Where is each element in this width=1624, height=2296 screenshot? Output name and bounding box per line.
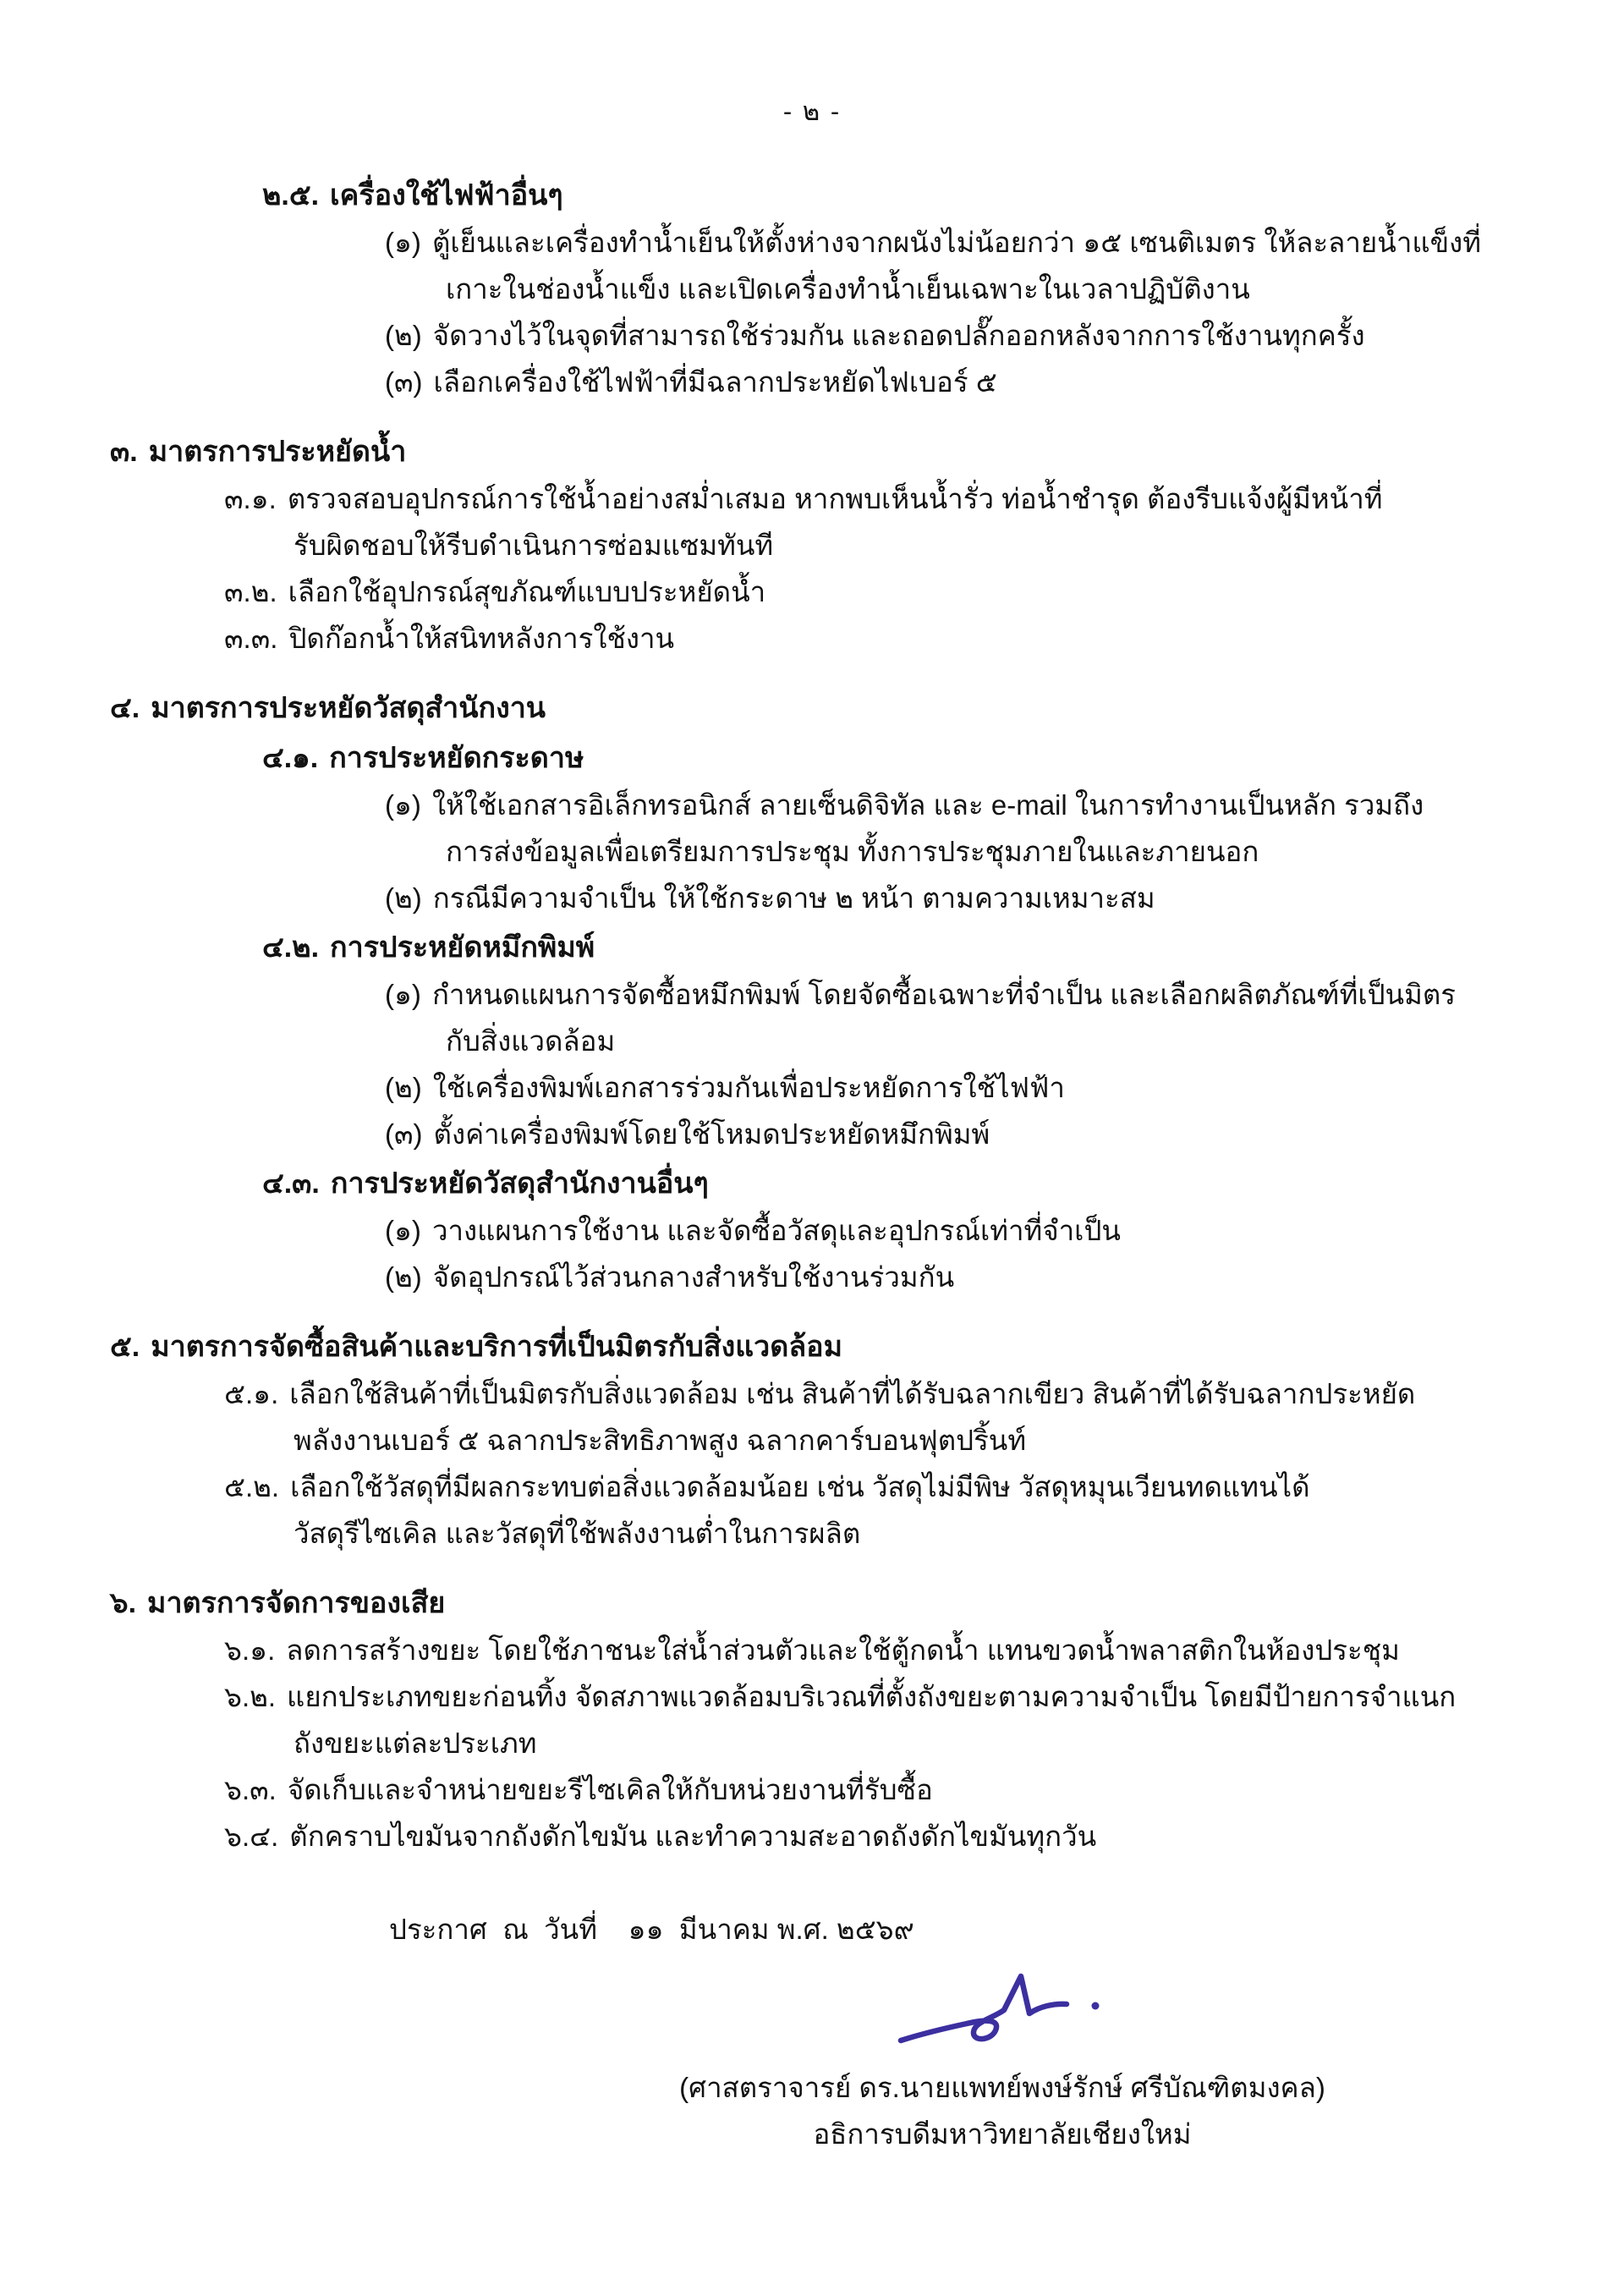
item-text: ตั้งค่าเครื่องพิมพ์โดยใช้โหมดประหยัดหมึกพิมพ์ bbox=[433, 1118, 990, 1150]
list-item bbox=[385, 875, 1624, 921]
item-label: (๑) bbox=[385, 979, 421, 1010]
list-item bbox=[385, 782, 1624, 875]
item-label: (๓) bbox=[385, 1118, 423, 1150]
subsection-heading bbox=[262, 173, 1624, 219]
item-line bbox=[385, 1254, 1624, 1300]
subsection-heading bbox=[262, 1161, 1624, 1207]
item-label: (๒) bbox=[385, 882, 422, 914]
list-item bbox=[224, 1627, 1624, 1673]
section-4 bbox=[0, 685, 1624, 1300]
item-label: ๕.๑. bbox=[224, 1378, 279, 1409]
announcement-date-line: ประกาศ ณ วันที่ ๑๑ มีนาคม พ.ศ. ๒๕๖๙ bbox=[389, 1914, 914, 1945]
item-line bbox=[385, 1064, 1624, 1111]
signature-ink-icon bbox=[892, 1966, 1112, 2059]
item-line bbox=[224, 475, 1624, 522]
subsection-heading bbox=[262, 925, 1624, 971]
item-line bbox=[224, 615, 1624, 662]
list-item bbox=[385, 971, 1624, 1064]
item-line bbox=[224, 1766, 1624, 1813]
item-line: ถังขยะแต่ละประเภท bbox=[294, 1727, 537, 1759]
section-number: ๓. bbox=[110, 436, 138, 468]
subsection-number: ๔.๒. bbox=[262, 931, 320, 964]
item-label: (๓) bbox=[385, 366, 423, 398]
page-number: - ๒ - bbox=[782, 96, 842, 126]
subsection-number: ๔.๓. bbox=[262, 1167, 320, 1200]
item-text: เลือกใช้สินค้าที่เป็นมิตรกับสิ่งแวดล้อม เช่น สินค้าที่ได้รับฉลากเขียว สินค้าที่ได้รับฉลากประหยัด bbox=[289, 1378, 1416, 1409]
list-item bbox=[385, 1111, 1624, 1157]
signature-block bbox=[617, 1961, 1387, 2157]
section-heading bbox=[110, 1324, 1624, 1370]
item-text: ใช้เครื่องพิมพ์เอกสารร่วมกันเพื่อประหยัดการใช้ไฟฟ้า bbox=[432, 1072, 1065, 1103]
subsection-number: ๒.๕. bbox=[262, 179, 320, 211]
item-text: เลือกเครื่องใช้ไฟฟ้าที่มีฉลากประหยัดไฟเบอร์ ๕ bbox=[433, 366, 997, 398]
list-item bbox=[224, 1813, 1624, 1859]
section-heading bbox=[110, 1580, 1624, 1627]
item-label: ๖.๒. bbox=[224, 1681, 277, 1712]
list-item bbox=[385, 219, 1624, 312]
item-line bbox=[385, 1111, 1624, 1157]
item-text: แยกประเภทขยะก่อนทิ้ง จัดสภาพแวดล้อมบริเวณที่ตั้งถังขยะตามความจำเป็น โดยมีป้ายการจำแนก bbox=[287, 1681, 1457, 1712]
item-line: กับสิ่งแวดล้อม bbox=[446, 1025, 616, 1057]
signer-name: (ศาสตราจารย์ ดร.นายแพทย์พงษ์รักษ์ ศรีบัณฑิตมงคล) bbox=[679, 2072, 1325, 2103]
item-line bbox=[385, 219, 1624, 266]
item-line bbox=[224, 569, 1624, 615]
section-heading bbox=[110, 685, 1624, 732]
item-text: กำหนดแผนการจัดซื้อหมึกพิมพ์ โดยจัดซื้อเฉพาะที่จำเป็น และเลือกผลิตภัณฑ์ที่เป็นมิตร bbox=[431, 979, 1457, 1010]
section-number: ๖. bbox=[110, 1587, 137, 1619]
section-2-5 bbox=[0, 173, 1624, 405]
list-item bbox=[385, 359, 1624, 405]
item-line bbox=[224, 1673, 1624, 1720]
item-label: (๒) bbox=[385, 320, 422, 351]
item-text: เลือกใช้วัสดุที่มีผลกระทบต่อสิ่งแวดล้อมน้อย เช่น วัสดุไม่มีพิษ วัสดุหมุนเวียนทดแทนได้ bbox=[290, 1471, 1310, 1502]
section-title: มาตรการจัดซื้อสินค้าและบริการที่เป็นมิตรกับสิ่งแวดล้อม bbox=[151, 1331, 842, 1363]
subsection-title: การประหยัดกระดาษ bbox=[329, 742, 584, 774]
subsection-title: การประหยัดหมึกพิมพ์ bbox=[330, 931, 595, 964]
item-label: ๖.๓. bbox=[224, 1774, 277, 1805]
section-6 bbox=[0, 1580, 1624, 1859]
item-text: ตรวจสอบอุปกรณ์การใช้น้ำอย่างสม่ำเสมอ หากพบเห็นน้ำรั่ว ท่อน้ำชำรุด ต้องรีบแจ้งผู้มีหน้าที่ bbox=[287, 483, 1383, 514]
item-line bbox=[224, 1464, 1624, 1510]
subsection-heading bbox=[262, 735, 1624, 782]
item-label: (๑) bbox=[385, 789, 421, 821]
item-line: วัสดุรีไซเคิล และวัสดุที่ใช้พลังงานต่ำในการผลิต bbox=[294, 1518, 861, 1549]
item-line bbox=[385, 1207, 1624, 1254]
list-item bbox=[385, 1064, 1624, 1111]
item-label: ๕.๒. bbox=[224, 1471, 280, 1502]
item-text: ตู้เย็นและเครื่องทำน้ำเย็นให้ตั้งห่างจากผนังไม่น้อยกว่า ๑๕ เซนติเมตร ให้ละลายน้ำแข็งที่ bbox=[431, 227, 1482, 258]
list-item bbox=[224, 1370, 1624, 1464]
item-label: ๖.๑. bbox=[224, 1634, 276, 1666]
section-heading bbox=[110, 429, 1624, 475]
item-text: จัดอุปกรณ์ไว้ส่วนกลางสำหรับใช้งานร่วมกัน bbox=[432, 1261, 955, 1293]
item-text: จัดเก็บและจำหน่ายขยะรีไซเคิลให้กับหน่วยงานที่รับซื้อ bbox=[287, 1774, 933, 1805]
item-line bbox=[385, 971, 1624, 1018]
item-text: จัดวางไว้ในจุดที่สามารถใช้ร่วมกัน และถอดปลั๊กออกหลังจากการใช้งานทุกครั้ง bbox=[432, 320, 1365, 351]
subsection-number: ๔.๑. bbox=[262, 742, 319, 774]
item-label: (๒) bbox=[385, 1072, 422, 1103]
item-line: พลังงานเบอร์ ๕ ฉลากประสิทธิภาพสูง ฉลากคาร์บอนฟุตปริ้นท์ bbox=[294, 1425, 1027, 1456]
item-label: ๓.๑. bbox=[224, 483, 277, 514]
item-label: ๓.๓. bbox=[224, 623, 278, 654]
list-item bbox=[224, 475, 1624, 569]
section-title: มาตรการประหยัดวัสดุสำนักงาน bbox=[151, 692, 546, 724]
list-item bbox=[385, 1254, 1624, 1300]
item-label: (๒) bbox=[385, 1261, 422, 1293]
item-line bbox=[385, 875, 1624, 921]
item-text: เลือกใช้อุปกรณ์สุขภัณฑ์แบบประหยัดน้ำ bbox=[288, 576, 766, 607]
item-line: การส่งข้อมูลเพื่อเตรียมการประชุม ทั้งการประชุมภายในและภายนอก bbox=[446, 836, 1259, 867]
item-text: ลดการสร้างขยะ โดยใช้ภาชนะใส่น้ำส่วนตัวและใช้ตู้กดน้ำ แทนขวดน้ำพลาสติกในห้องประชุม bbox=[286, 1634, 1400, 1666]
item-line bbox=[224, 1627, 1624, 1673]
section-number: ๕. bbox=[110, 1331, 140, 1363]
list-item bbox=[385, 1207, 1624, 1254]
item-label: ๓.๒. bbox=[224, 576, 277, 607]
item-label: ๖.๔. bbox=[224, 1821, 279, 1852]
item-text: ปิดก๊อกน้ำให้สนิทหลังการใช้งาน bbox=[288, 623, 675, 654]
list-item bbox=[385, 312, 1624, 359]
section-title: มาตรการจัดการของเสีย bbox=[147, 1587, 446, 1619]
item-label: (๑) bbox=[385, 1215, 421, 1246]
signer-title: อธิการบดีมหาวิทยาลัยเชียงใหม่ bbox=[813, 2118, 1192, 2150]
item-text: กรณีมีความจำเป็น ให้ใช้กระดาษ ๒ หน้า ตามความเหมาะสม bbox=[432, 882, 1155, 914]
item-text: วางแผนการใช้งาน และจัดซื้อวัสดุและอุปกรณ์เท่าที่จำเป็น bbox=[431, 1215, 1121, 1246]
item-line bbox=[385, 782, 1624, 828]
list-item bbox=[224, 1464, 1624, 1557]
item-text: ให้ใช้เอกสารอิเล็กทรอนิกส์ ลายเซ็นดิจิทัล และ e-mail ในการทำงานเป็นหลัก รวมถึง bbox=[431, 789, 1424, 821]
list-item bbox=[224, 1766, 1624, 1813]
signature-image bbox=[617, 1961, 1387, 2064]
item-line: เกาะในช่องน้ำแข็ง และเปิดเครื่องทำน้ำเย็นเฉพาะในเวลาปฏิบัติงาน bbox=[446, 273, 1250, 305]
item-label: (๑) bbox=[385, 227, 421, 258]
list-item bbox=[224, 1673, 1624, 1766]
item-line bbox=[385, 359, 1624, 405]
item-text: ตักคราบไขมันจากถังดักไขมัน และทำความสะอาดถังดักไขมันทุกวัน bbox=[289, 1821, 1097, 1852]
section-3 bbox=[0, 429, 1624, 662]
subsection-title: เครื่องใช้ไฟฟ้าอื่นๆ bbox=[330, 179, 563, 211]
item-line bbox=[224, 1370, 1624, 1417]
item-line: รับผิดชอบให้รีบดำเนินการซ่อมแซมทันที bbox=[294, 530, 774, 561]
section-title: มาตรการประหยัดน้ำ bbox=[148, 436, 407, 468]
list-item bbox=[224, 615, 1624, 662]
subsection-title: การประหยัดวัสดุสำนักงานอื่นๆ bbox=[330, 1167, 709, 1200]
section-number: ๔. bbox=[110, 692, 140, 724]
section-5 bbox=[0, 1324, 1624, 1557]
list-item bbox=[224, 569, 1624, 615]
item-line bbox=[224, 1813, 1624, 1859]
item-line bbox=[385, 312, 1624, 359]
